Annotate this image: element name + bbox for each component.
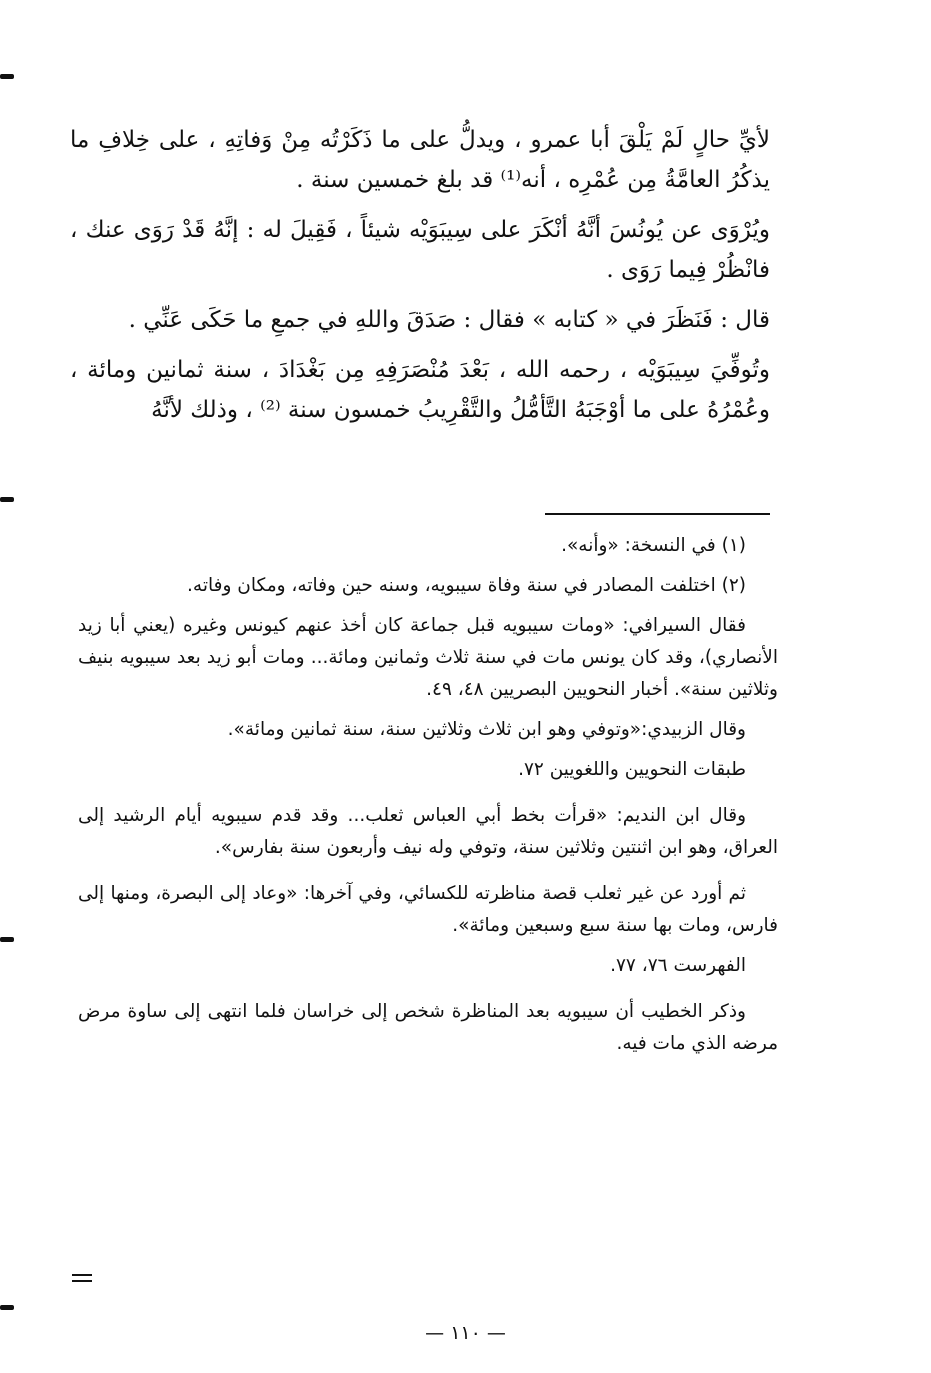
margin-mark xyxy=(0,497,14,502)
footnote-paragraph: فقال السيرافي: «ومات سيبويه قبل جماعة كان أخذ عنهم كيونس وغيره (يعني أبا زيد الأنصاري)، وقد كان يونس مات في سنة ثلاث وثمانين ومائة... ومات أبو زيد بعد سيبويه بنيف وثلاثين سنة». أخبار النحويين البصريين ٤٨، ٤٩. xyxy=(78,615,778,700)
margin-mark xyxy=(0,937,14,942)
footnote-reference: الفهرست ٧٦، ٧٧. xyxy=(610,955,746,976)
footnote-divider xyxy=(545,513,770,515)
continuation-mark xyxy=(72,1274,92,1282)
main-paragraph: لأيِّ حالٍ لَمْ يَلْقَ أبا عمرو ، ويدلُّ على ما ذَكَرْتُه مِنْ وَفاتِهِ ، على خِلافِ ما يذكُرُ العامَّةُ مِن عُمْرِه ، أنه⁽¹⁾ قد بلغ خمسين سنة . xyxy=(70,127,770,193)
main-paragraph: وتُوفِّيَ سِيبَوَيْه ، رحمه الله ، بَعْدَ مُنْصَرَفِهِ مِن بَغْدَادَ ، سنة ثمانين ومائة ، وعُمْرُهُ على ما أوْجَبَهُ التَّأمُّلُ والتَّقْرِيبُ خمسون سنة ⁽²⁾ ، وذلك لأنَّهُ xyxy=(70,357,770,423)
margin-mark xyxy=(0,74,14,79)
footnote-paragraph: وقال ابن النديم: «قرأت بخط أبي العباس ثعلب... وقد قدم سيبويه أيام الرشيد إلى العراق، وهو ابن اثنتين وثلاثين سنة، وتوفي وله نيف وأربعون سنة بفارس». xyxy=(78,805,778,858)
footnote: (١) في النسخة: «وأنه». xyxy=(561,535,746,556)
page-number: — ١١٠ — xyxy=(425,1322,506,1344)
main-paragraph: ويُرْوَى عن يُونُسَ أنَّهُ أنْكَرَ على سِيبَوَيْه شيئاً ، فَقِيلَ له : إنَّهُ قَدْ رَوَى عنك ، فانْظُرْ فِيما رَوَى . xyxy=(70,217,770,283)
footnote: (٢) اختلفت المصادر في سنة وفاة سيبويه، وسنه حين وفاته، ومكان وفاته. xyxy=(187,575,746,596)
footnote-paragraph: وذكر الخطيب أن سيبويه بعد المناظرة شخص إلى خراسان فلما انتهى إلى ساوة مرض مرضه الذي مات فيه. xyxy=(78,1001,778,1054)
footnote-reference: طبقات النحويين واللغويين ٧٢. xyxy=(518,759,746,780)
footnote-paragraph: ثم أورد عن غير ثعلب قصة مناظرته للكسائي، وفي آخرها: «وعاد إلى البصرة، ومنها إلى فارس، ومات بها سنة سبع وسبعين ومائة». xyxy=(78,883,778,936)
footnote-paragraph: وقال الزبيدي:«وتوفي وهو ابن ثلاث وثلاثين سنة، سنة ثمانين ومائة». xyxy=(227,719,746,740)
main-text xyxy=(70,120,770,440)
margin-mark xyxy=(0,1305,14,1310)
main-paragraph: قال : فَنَظَرَ في « كتابه » فقال : صَدَقَ واللهِ في جمعِ ما حَكَى عَنِّي . xyxy=(128,307,770,333)
footnotes xyxy=(78,530,778,1068)
